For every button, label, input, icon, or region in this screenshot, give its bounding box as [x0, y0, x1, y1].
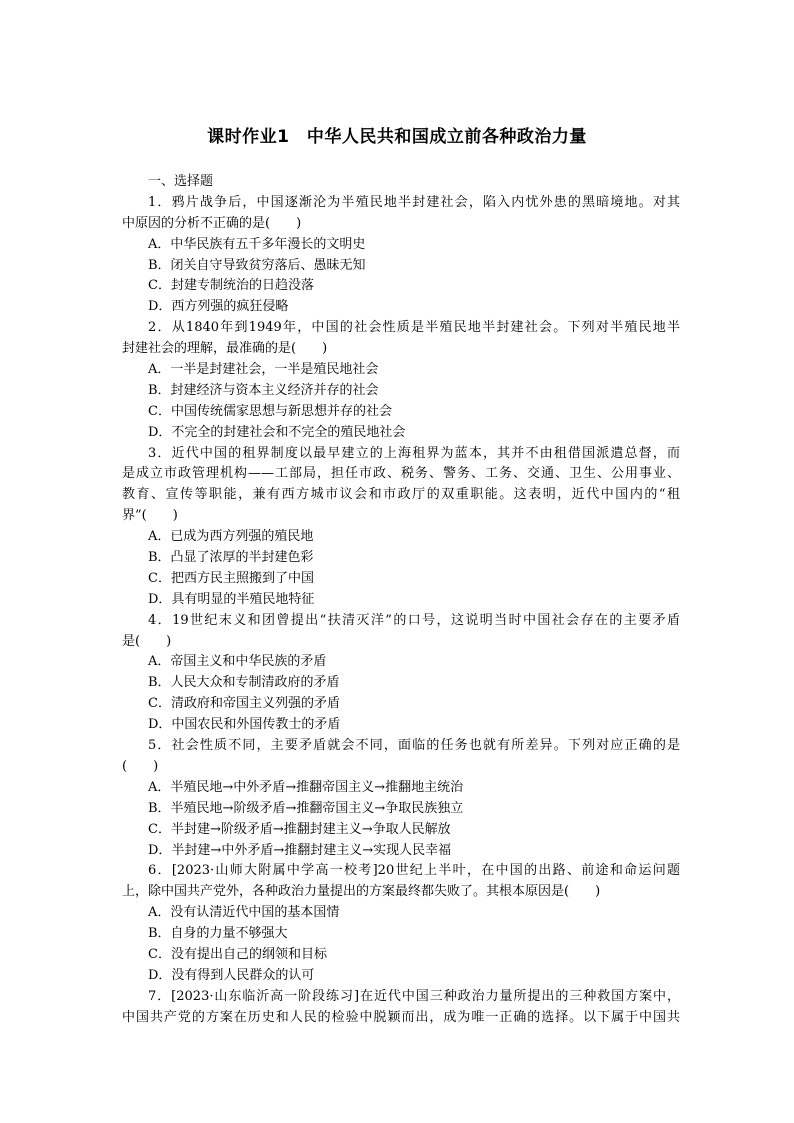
text-line: 5．社会性质不同，主要矛盾就会不同，面临的任务也就有所差异。下列对应正确的是 [148, 738, 680, 754]
text-line: A．已成为西方列强的殖民地 [148, 529, 314, 545]
text-line: 3．近代中国的租界制度以最早建立的上海租界为蓝本，其并不由租借国派遣总督，而 [148, 445, 680, 461]
text-line: C．没有提出自己的纲领和目标 [148, 946, 327, 962]
text-line: B．自身的力量不够强大 [148, 926, 288, 942]
text-line: B．封建经济与资本主义经济并存的社会 [148, 382, 379, 398]
text-line: 中原因的分析不正确的是( ) [122, 215, 302, 231]
text-line: D．西方列强的疯狂侵略 [148, 299, 289, 315]
text-line: B．半殖民地→阶级矛盾→推翻帝国主义→争取民族独立 [148, 800, 464, 816]
text-line: 上，除中国共产党外，各种政治力量提出的方案最终都失败了。其根本原因是( ) [122, 884, 601, 900]
text-line: C．半封建→阶级矛盾→推翻封建主义→争取人民解放 [148, 821, 451, 837]
text-line: 6．[2023·山师大附属中学高一校考]20世纪上半叶，在中国的出路、前途和命运问题 [148, 863, 680, 879]
text-line: 7．[2023·山东临沂高一阶段练习]在近代中国三种政治力量所提出的三种救国方案中， [148, 988, 680, 1004]
text-line: D．中国农民和外国传教士的矛盾 [148, 717, 341, 733]
section-heading: 一、选择题 [148, 174, 214, 189]
text-line: B．凸显了浓厚的半封建色彩 [148, 550, 314, 566]
text-line: ( ) [122, 758, 159, 774]
text-line: 2．从1840年到1949年，中国的社会性质是半殖民地半封建社会。下列对半殖民地半 [148, 320, 680, 336]
text-line: A．半殖民地→中外矛盾→推翻帝国主义→推翻地主统治 [148, 779, 464, 795]
text-line: A．中华民族有五千多年漫长的文明史 [148, 236, 366, 252]
text-line: B．人民大众和专制清政府的矛盾 [148, 675, 340, 691]
text-line: D．没有得到人民群众的认可 [148, 967, 315, 983]
text-line: 界”( ) [122, 508, 178, 524]
text-line: B．闭关自守导致贫穷落后、愚昧无知 [148, 257, 366, 273]
text-line: C．中国传统儒家思想与新思想并存的社会 [148, 403, 392, 419]
text-line: 是成立市政管理机构——工部局，担任市政、税务、警务、工务、交通、卫生、公用事业、 [122, 466, 680, 482]
text-line: 封建社会的理解，最准确的是( ) [122, 341, 328, 357]
text-line: A．一半是封建社会，一半是殖民地社会 [148, 362, 379, 378]
text-line: 中国共产党的方案在历史和人民的检验中脱颖而出，成为唯一正确的选择。以下属于中国共 [122, 1009, 680, 1025]
text-line: C．把西方民主照搬到了中国 [148, 570, 314, 586]
text-line: D．具有明显的半殖民地特征 [148, 591, 315, 607]
question-content [122, 172, 680, 1029]
text-line: 是( ) [122, 633, 172, 649]
text-line: A．帝国主义和中华民族的矛盾 [148, 654, 327, 670]
text-line: 教育、宣传等职能，兼有西方城市议会和市政厅的双重职能。这表明，近代中国内的“租 [122, 487, 680, 503]
text-line: D．不完全的封建社会和不完全的殖民地社会 [148, 424, 406, 440]
page-title: 课时作业1 中华人民共和国成立前各种政治力量 [207, 127, 587, 147]
text-line: A．没有认清近代中国的基本国情 [148, 905, 340, 921]
text-line: 1．鸦片战争后，中国逐渐沦为半殖民地半封建社会，陷入内忧外患的黑暗境地。对其 [148, 194, 680, 210]
text-line: D．半封建→中外矛盾→推翻封建主义→实现人民幸福 [148, 842, 452, 858]
text-line: C．清政府和帝国主义列强的矛盾 [148, 696, 340, 712]
text-line: 4．19世纪末义和团曾提出“扶清灭洋”的口号，这说明当时中国社会存在的主要矛盾 [148, 612, 680, 628]
text-line: C．封建专制统治的日趋没落 [148, 278, 314, 294]
